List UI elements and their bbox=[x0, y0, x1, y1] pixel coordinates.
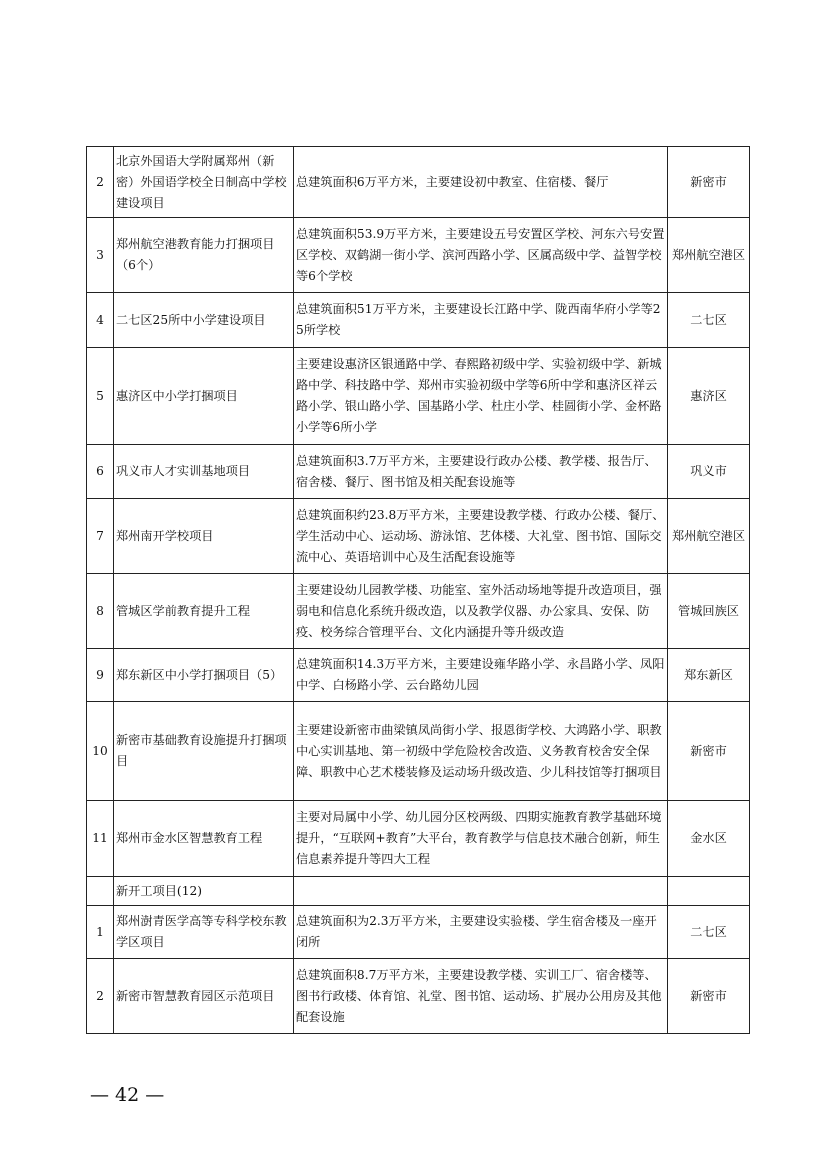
project-region: 巩义市 bbox=[668, 445, 750, 499]
project-region: 二七区 bbox=[668, 906, 750, 959]
project-name: 管城区学前教育提升工程 bbox=[114, 574, 294, 649]
project-name: 新密市智慧教育园区示范项目 bbox=[114, 959, 294, 1034]
project-name: 新密市基础教育设施提升打捆项目 bbox=[114, 702, 294, 801]
project-name: 郑州澍青医学高等专科学校东教学区项目 bbox=[114, 906, 294, 959]
project-name: 郑东新区中小学打捆项目（5） bbox=[114, 649, 294, 702]
row-number: 11 bbox=[87, 801, 114, 877]
row-number: 5 bbox=[87, 348, 114, 445]
table-row bbox=[87, 574, 750, 649]
project-content: 总建筑面积53.9万平方米，主要建设五号安置区学校、河东六号安置区学校、双鹤湖一街小学、滨河西路小学、区属高级中学、益智学校等6个学校 bbox=[294, 218, 668, 293]
section-header: 新开工项目(12) bbox=[114, 877, 294, 906]
project-region: 郑东新区 bbox=[668, 649, 750, 702]
table-row bbox=[87, 499, 750, 574]
project-content: 主要建设新密市曲梁镇凤尚街小学、报恩街学校、大鸿路小学、职教中心实训基地、第一初级中学危险校舍改造、义务教育校舍安全保障、职教中心艺术楼装修及运动场升级改造、少儿科技馆等打捆项目 bbox=[294, 702, 668, 801]
project-region: 新密市 bbox=[668, 959, 750, 1034]
project-content: 主要建设幼儿园教学楼、功能室、室外活动场地等提升改造项目，强弱电和信息化系统升级改造，以及教学仪器、办公家具、安保、防疫、校务综合管理平台、文化内涵提升等升级改造 bbox=[294, 574, 668, 649]
project-region: 新密市 bbox=[668, 147, 750, 218]
project-name: 郑州南开学校项目 bbox=[114, 499, 294, 574]
project-content: 总建筑面积51万平方米，主要建设长江路中学、陇西南华府小学等25所学校 bbox=[294, 293, 668, 348]
table-row bbox=[87, 293, 750, 348]
project-name: 郑州市金水区智慧教育工程 bbox=[114, 801, 294, 877]
project-content: 总建筑面积14.3万平方米，主要建设雍华路小学、永昌路小学、凤阳中学、白杨路小学、云台路幼儿园 bbox=[294, 649, 668, 702]
project-name: 二七区25所中小学建设项目 bbox=[114, 293, 294, 348]
project-content: 主要建设惠济区银通路中学、春熙路初级中学、实验初级中学、新城路中学、科技路中学、郑州市实验初级中学等6所中学和惠济区祥云路小学、银山路小学、国基路小学、杜庄小学、桂圆街小学、金杯路小学等6所小学 bbox=[294, 348, 668, 445]
page-number: — 42 — bbox=[90, 1084, 165, 1106]
project-region: 金水区 bbox=[668, 801, 750, 877]
project-name: 巩义市人才实训基地项目 bbox=[114, 445, 294, 499]
table-row bbox=[87, 702, 750, 801]
project-region: 二七区 bbox=[668, 293, 750, 348]
row-number: 7 bbox=[87, 499, 114, 574]
table-row bbox=[87, 959, 750, 1034]
row-number: 8 bbox=[87, 574, 114, 649]
project-region: 郑州航空港区 bbox=[668, 218, 750, 293]
table-row bbox=[87, 348, 750, 445]
project-region: 惠济区 bbox=[668, 348, 750, 445]
table-row bbox=[87, 147, 750, 218]
row-number: 9 bbox=[87, 649, 114, 702]
row-number: 3 bbox=[87, 218, 114, 293]
section-header-row bbox=[87, 877, 750, 906]
project-name: 北京外国语大学附属郑州（新密）外国语学校全日制高中学校建设项目 bbox=[114, 147, 294, 218]
project-region: 新密市 bbox=[668, 702, 750, 801]
row-number: 2 bbox=[87, 959, 114, 1034]
row-number: 10 bbox=[87, 702, 114, 801]
project-region: 郑州航空港区 bbox=[668, 499, 750, 574]
project-content: 总建筑面积8.7万平方米，主要建设教学楼、实训工厂、宿舍楼等、图书行政楼、体育馆、礼堂、图书馆、运动场、扩展办公用房及其他配套设施 bbox=[294, 959, 668, 1034]
table-row bbox=[87, 801, 750, 877]
table-row bbox=[87, 906, 750, 959]
project-content: 总建筑面积3.7万平方米，主要建设行政办公楼、教学楼、报告厅、宿舍楼、餐厅、图书馆及相关配套设施等 bbox=[294, 445, 668, 499]
row-number: 4 bbox=[87, 293, 114, 348]
project-table bbox=[86, 146, 750, 1034]
project-name: 惠济区中小学打捆项目 bbox=[114, 348, 294, 445]
row-number: 2 bbox=[87, 147, 114, 218]
project-region: 管城回族区 bbox=[668, 574, 750, 649]
project-content: 总建筑面积为2.3万平方米，主要建设实验楼、学生宿舍楼及一座开闭所 bbox=[294, 906, 668, 959]
table-row bbox=[87, 649, 750, 702]
project-content: 主要对局属中小学、幼儿园分区校两级、四期实施教育教学基础环境提升，“互联网+教育”大平台，教育教学与信息技术融合创新，师生信息素养提升等四大工程 bbox=[294, 801, 668, 877]
project-content: 总建筑面积6万平方米，主要建设初中教室、住宿楼、餐厅 bbox=[294, 147, 668, 218]
row-number: 1 bbox=[87, 906, 114, 959]
row-number: 6 bbox=[87, 445, 114, 499]
project-name: 郑州航空港教育能力打捆项目（6个） bbox=[114, 218, 294, 293]
table-row bbox=[87, 445, 750, 499]
project-content: 总建筑面积约23.8万平方米，主要建设教学楼、行政办公楼、餐厅、学生活动中心、运动场、游泳馆、艺体楼、大礼堂、图书馆、国际交流中心、英语培训中心及生活配套设施等 bbox=[294, 499, 668, 574]
table-row bbox=[87, 218, 750, 293]
